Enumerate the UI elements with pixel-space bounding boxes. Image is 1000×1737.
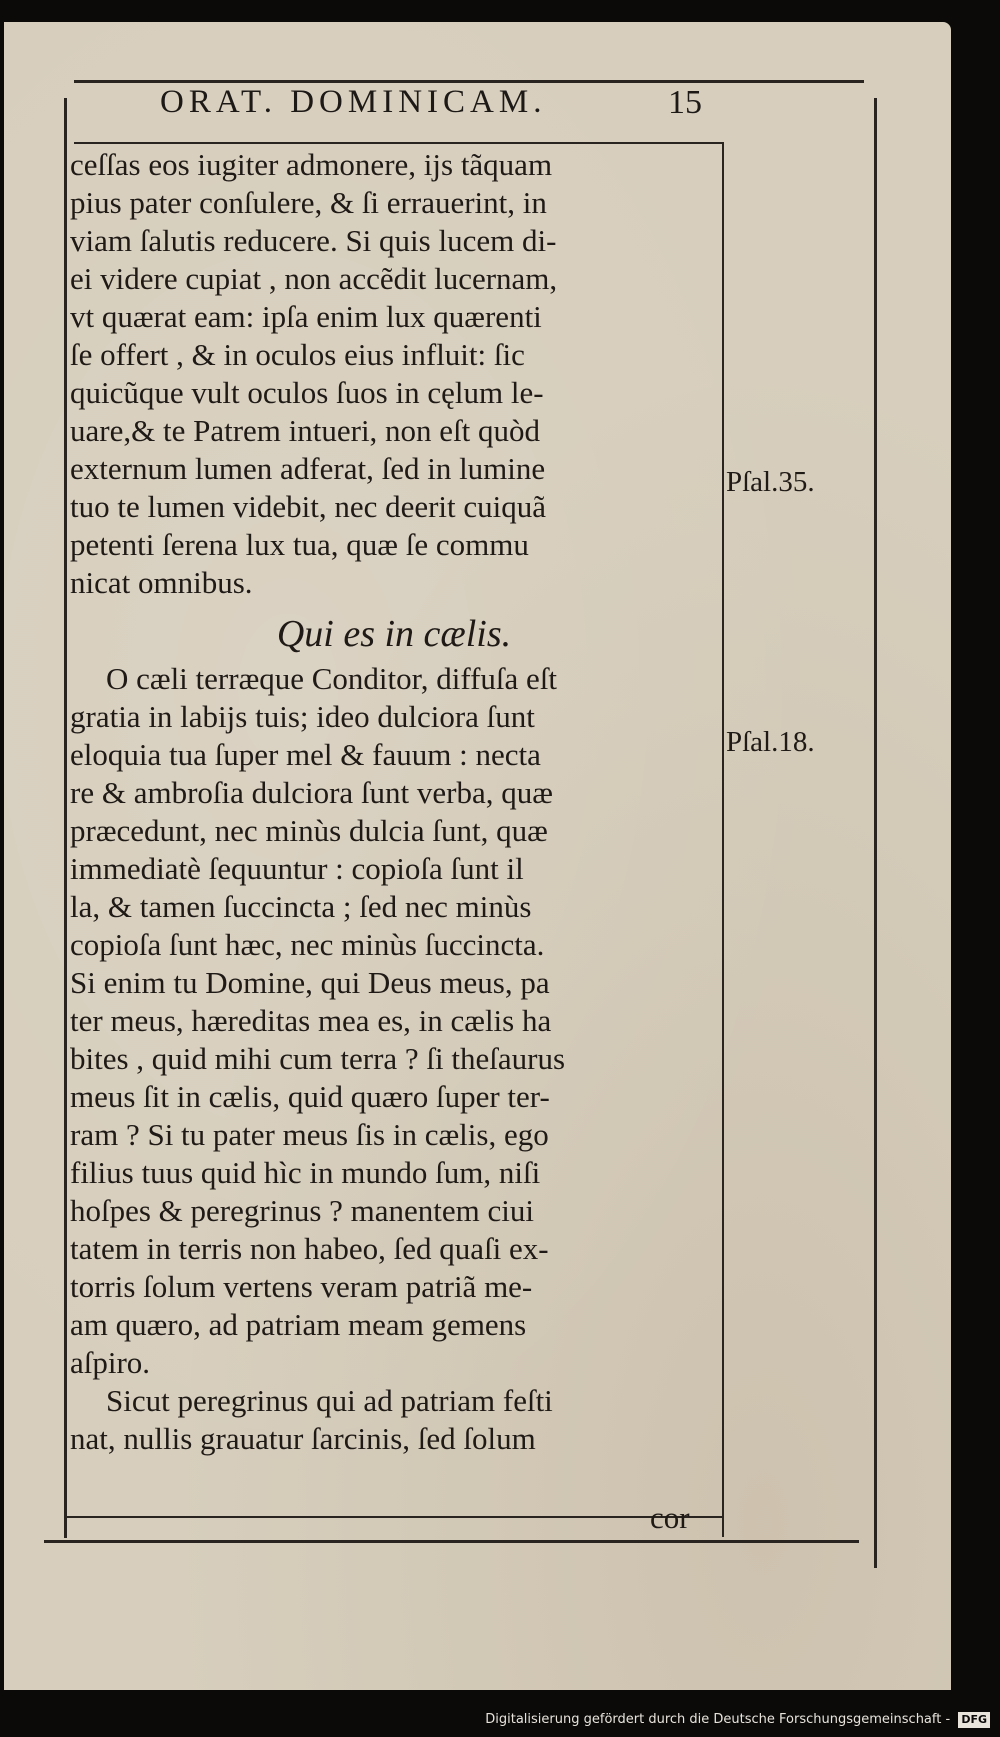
top-rule-outer xyxy=(74,80,864,83)
text-line: O cæli terræque Conditor, diffuſa eſt xyxy=(106,661,558,696)
text-line: uare,& te Patrem intueri, non eſt quòd xyxy=(70,413,541,448)
text-line: gratia in labijs tuis; ideo dulciora ſunt xyxy=(70,699,535,734)
text-line: la, & tamen ſuccincta ; ſed nec minùs xyxy=(70,889,532,924)
text-line: eloquia tua ſuper mel & fauum : necta xyxy=(70,737,541,772)
frame-left-rule xyxy=(64,98,67,1538)
text-line: aſpiro. xyxy=(70,1345,151,1380)
text-line: Si enim tu Domine, qui Deus meus, pa xyxy=(70,965,550,1000)
text-line: re & ambroſia dulciora ſunt verba, quæ xyxy=(70,775,553,810)
page-number: 15 xyxy=(668,84,702,121)
dfg-logo: DFG xyxy=(958,1712,990,1728)
text-line: torris ſolum vertens veram patriã me- xyxy=(70,1269,533,1304)
text-line: ceſſas eos iugiter admonere, ijs tãquam xyxy=(70,147,553,182)
text-line: tatem in terris non habeo, ſed quaſi ex- xyxy=(70,1231,549,1266)
text-line: ei videre cupiat , non accẽdit lucernam, xyxy=(70,261,558,296)
text-line: viam ſalutis reducere. Si quis lucem di- xyxy=(70,223,557,258)
text-line: copioſa ſunt hæc, nec minùs ſuccincta. xyxy=(70,927,545,962)
margin-right-rule xyxy=(874,98,877,1568)
text-line: bites , quid mihi cum terra ? ſi theſaurus xyxy=(70,1041,566,1076)
credit-text: Digitalisierung gefördert durch die Deutsche Forschungsgemeinschaft - xyxy=(485,1712,951,1727)
text-line: hoſpes & peregrinus ? manentem ciui xyxy=(70,1193,535,1228)
text-line: petenti ſerena lux tua, quæ ſe commu xyxy=(70,527,529,562)
text-line: vt quærat eam: ipſa enim lux quærenti xyxy=(70,299,542,334)
section-heading: Qui es in cælis. xyxy=(276,613,512,655)
text-line: pius pater conſulere, & ſi errauerint, in xyxy=(70,185,547,220)
text-line: ſe offert , & in oculos eius influit: ſic xyxy=(70,337,525,372)
running-head-title: ORAT. DOMINICAM. xyxy=(160,84,547,120)
text-line: nicat omnibus. xyxy=(70,565,253,600)
bottom-rule-outer xyxy=(44,1540,859,1543)
text-line: ram ? Si tu pater meus ſis in cælis, ego xyxy=(70,1117,549,1152)
text-block xyxy=(70,146,718,1458)
marginal-note-psalm-35: Pſal.35. xyxy=(726,466,815,498)
text-line: tuo te lumen videbit, nec deerit cuiquã xyxy=(70,489,547,524)
frame-right-rule xyxy=(722,142,724,1537)
text-line: ter meus, hæreditas mea es, in cælis ha xyxy=(70,1003,552,1038)
text-line: am quæro, ad patriam meam gemens xyxy=(70,1307,527,1342)
marginal-note-psalm-18: Pſal.18. xyxy=(726,726,815,758)
text-line: præcedunt, nec minùs dulcia ſunt, quæ xyxy=(70,813,548,848)
catchword: cor xyxy=(650,1500,690,1535)
text-line: immediatè ſequuntur : copioſa ſunt il xyxy=(70,851,524,886)
text-line: quicũque vult oculos ſuos in cęlum le- xyxy=(70,375,544,410)
text-line: Sicut peregrinus qui ad patriam feſti xyxy=(106,1383,553,1418)
text-line: nat, nullis grauatur ſarcinis, ſed ſolum xyxy=(70,1421,536,1456)
text-line: meus ſit in cælis, quid quæro ſuper ter- xyxy=(70,1079,550,1114)
top-rule-inner xyxy=(74,142,722,144)
text-line: externum lumen adferat, ſed in lumine xyxy=(70,451,546,486)
bottom-rule-inner xyxy=(64,1516,724,1518)
text-line: filius tuus quid hìc in mundo ſum, niſi xyxy=(70,1155,541,1190)
digitization-credit xyxy=(485,1709,990,1731)
